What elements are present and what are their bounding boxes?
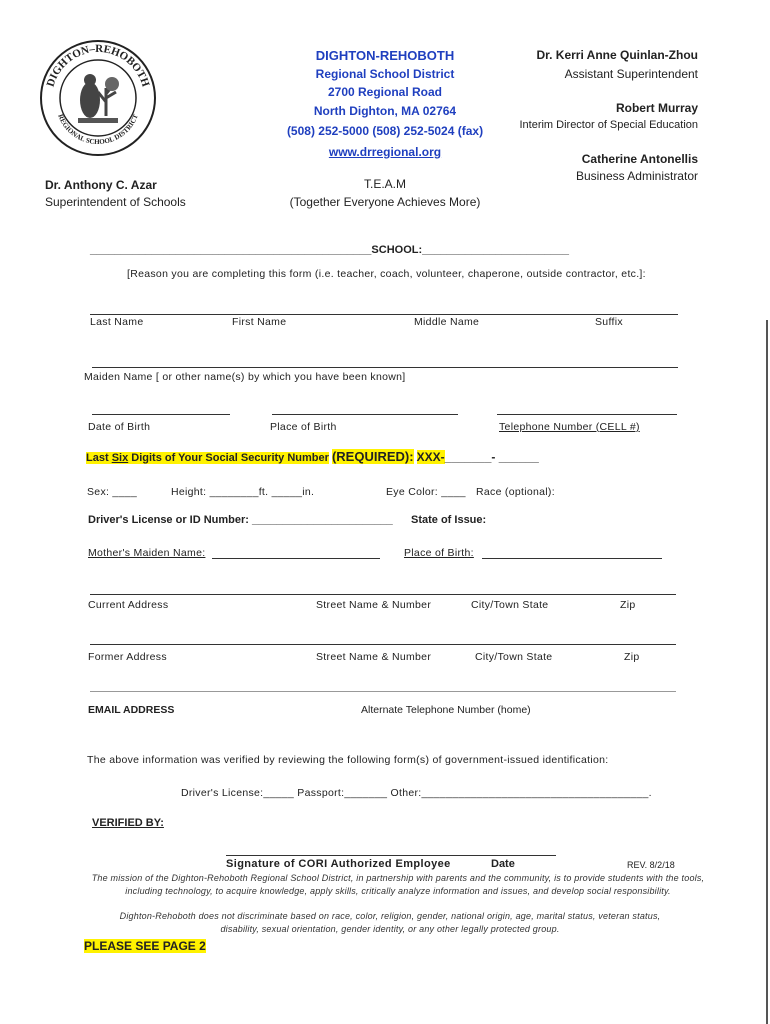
dob-label: Date of Birth (88, 421, 151, 433)
scrollbar[interactable] (766, 320, 768, 1024)
superintendent-title: Superintendent of Schools (45, 195, 186, 209)
staff-name-2: Robert Murray (615, 101, 698, 115)
pob-input-line[interactable] (272, 414, 458, 415)
eye-color-field[interactable]: Eye Color: ____ (386, 486, 466, 498)
email-label: EMAIL ADDRESS (88, 704, 175, 716)
ssn-row (86, 449, 539, 464)
phone-label: Telephone Number (CELL #) (499, 421, 640, 433)
name-input-line[interactable] (90, 314, 678, 315)
current-city-label: City/Town State (471, 599, 549, 611)
middle-name-label: Middle Name (414, 316, 480, 328)
ssn-label: Last Six Digits of Your Social Security Number (86, 452, 329, 464)
district-website-link[interactable]: www.drregional.org (328, 145, 442, 159)
superintendent-name: Dr. Anthony C. Azar (45, 178, 157, 192)
race-field[interactable]: Race (optional): (476, 486, 555, 498)
svg-text:REGIONAL SCHOOL DISTRICT: REGIONAL SCHOOL DISTRICT (56, 113, 140, 147)
seal-logo-icon (38, 38, 158, 158)
staff-title-1: Assistant Superintendent (564, 67, 698, 81)
mother-maiden-label: Mother's Maiden Name: (88, 547, 206, 559)
current-street-label: Street Name & Number (316, 599, 432, 611)
mother-maiden-input-line[interactable] (212, 558, 380, 559)
signature-label: Signature of CORI Authorized Employee (226, 858, 451, 870)
verified-by-label: VERIFIED BY: (92, 817, 164, 829)
motto: (Together Everyone Achieves More) (289, 195, 481, 209)
former-zip-label: Zip (624, 651, 640, 663)
sex-field[interactable]: Sex: ____ (87, 486, 137, 498)
last-name-label: Last Name (90, 316, 144, 328)
current-address-input-line[interactable] (90, 594, 676, 595)
former-city-label: City/Town State (475, 651, 553, 663)
district-name: DIGHTON-REHOBOTH (315, 48, 455, 63)
suffix-label: Suffix (595, 316, 623, 328)
ssn-prefix: XXX- (416, 450, 445, 464)
place-birth-2-input-line[interactable] (482, 558, 662, 559)
former-address-input-line[interactable] (90, 644, 676, 645)
date-label: Date (491, 858, 515, 870)
email-input-line[interactable] (90, 691, 676, 692)
signature-input-line[interactable] (226, 855, 556, 856)
staff-title-2: Interim Director of Special Education (519, 119, 698, 131)
motto-title: T.E.A.M (363, 177, 406, 191)
alt-phone-label: Alternate Telephone Number (home) (361, 704, 531, 716)
staff-name-3: Catherine Antonellis (581, 152, 698, 166)
staff-title-3: Business Administrator (575, 169, 698, 183)
district-seal (38, 38, 158, 158)
id-options[interactable]: Driver's License:_____ Passport:_______ Other:_____________________________________. (181, 787, 652, 799)
current-address-label: Current Address (88, 599, 169, 611)
ssn-required: (REQUIRED): (331, 449, 414, 464)
district-street: 2700 Regional Road (327, 85, 443, 99)
district-city: North Dighton, MA 02764 (313, 104, 457, 118)
current-zip-label: Zip (620, 599, 636, 611)
phone-input-line[interactable] (497, 414, 677, 415)
revision-date: REV. 8/2/18 (627, 860, 675, 870)
mission-statement: The mission of the Dighton-Rehoboth Regional School District, in partnership with parents and the community, is to provide students with the tools, including technology, to acquire knowledge, apply skills, critically analyze information and issues, and develop social responsibility. (91, 873, 705, 896)
staff-name-1: Dr. Kerri Anne Quinlan-Zhou (536, 48, 698, 62)
maiden-name-label: Maiden Name [ or other name(s) by which you have been known] (84, 371, 406, 383)
state-issue-field[interactable]: State of Issue: (411, 514, 487, 526)
see-page-2-note: PLEASE SEE PAGE 2 (84, 939, 206, 953)
dob-input-line[interactable] (92, 414, 230, 415)
reason-note: [Reason you are completing this form (i.e. teacher, coach, volunteer, chaperone, outside contractor, etc.]: (127, 268, 646, 280)
ssn-input[interactable]: _______- ______ (444, 450, 539, 464)
verified-statement: The above information was verified by reviewing the following form(s) of government-issued identification: (87, 754, 609, 766)
school-field[interactable]: ______________________________________________SCHOOL:________________________ (90, 244, 569, 256)
height-field[interactable]: Height: ________ft. _____in. (171, 486, 315, 498)
svg-text:DIGHTON–REHOBOTH: DIGHTON–REHOBOTH (44, 42, 152, 89)
district-phones: (508) 252-5000 (508) 252-5024 (fax) (286, 124, 484, 138)
pob-label: Place of Birth (270, 421, 337, 433)
nondiscrimination-statement: Dighton-Rehoboth does not discriminate based on race, color, religion, gender, national origin, age, marital status, veteran status, disability, sexual orientation, gender identity, or any other legally protected group. (119, 911, 661, 934)
place-birth-2-label: Place of Birth: (404, 547, 474, 559)
former-address-label: Former Address (88, 651, 167, 663)
first-name-label: First Name (232, 316, 287, 328)
district-subtitle: Regional School District (315, 67, 455, 81)
maiden-name-input-line[interactable] (92, 367, 678, 368)
former-street-label: Street Name & Number (316, 651, 432, 663)
license-field[interactable]: Driver's License or ID Number: _______________________ (88, 514, 393, 526)
